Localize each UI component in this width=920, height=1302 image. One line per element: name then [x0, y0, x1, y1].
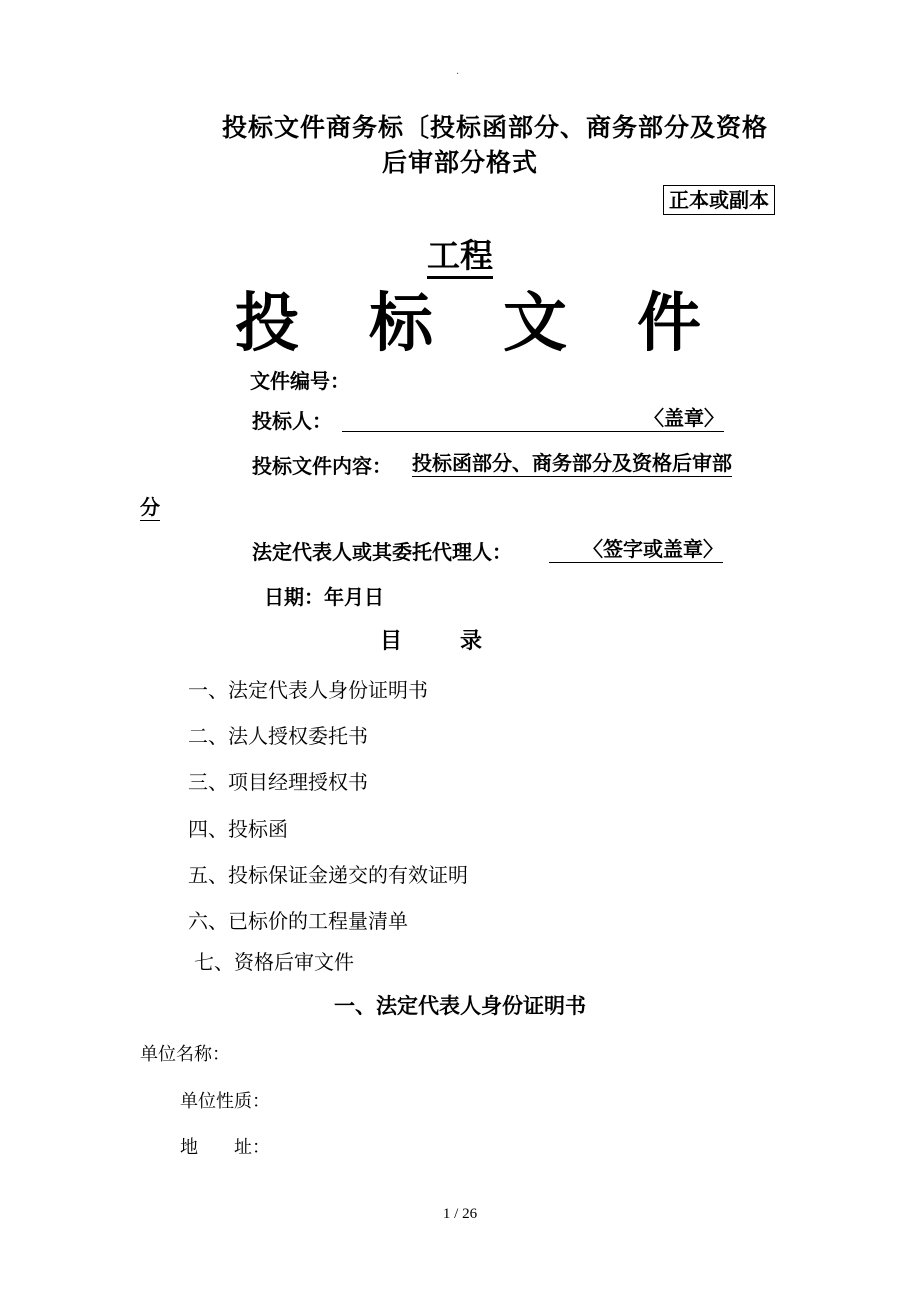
- copy-type-box: 正本或副本: [663, 185, 775, 215]
- header-mark: .: [456, 66, 460, 77]
- representative-label: 法定代表人或其委托代理人：: [252, 540, 512, 564]
- toc-item: 六、已标价的工程量清单: [188, 909, 408, 933]
- content-value-line-2: 分: [140, 495, 160, 519]
- toc-title: 目录: [379, 628, 540, 654]
- document-title-line-2: 后审部分格式: [381, 148, 538, 177]
- bid-document-big-title: 投标文件: [235, 286, 771, 361]
- doc-number-label: 文件编号：: [250, 369, 350, 393]
- toc-item: 七、资格后审文件: [194, 950, 354, 974]
- content-value-line-1: 投标函部分、商务部分及资格后审部: [412, 451, 732, 475]
- content-label: 投标文件内容：: [252, 454, 392, 478]
- project-label: [0, 230, 920, 277]
- bidder-label: 投标人：: [252, 409, 332, 433]
- toc-item: 二、法人授权委托书: [188, 724, 368, 748]
- toc-item: 三、项目经理授权书: [188, 770, 368, 794]
- unit-name-label: 单位名称：: [140, 1044, 230, 1065]
- section-1-title: 一、法定代表人身份证明书: [334, 993, 586, 1018]
- representative-sign-line: 〈签字或盖章〉: [549, 536, 723, 563]
- unit-nature-label: 单位性质：: [180, 1091, 270, 1112]
- project-label-text: 工程: [427, 236, 493, 279]
- date-label: 日期：年月日: [264, 585, 384, 609]
- toc-item: 四、投标函: [188, 817, 288, 841]
- address-label: 地 址：: [180, 1137, 270, 1158]
- document-title-line-1: 投标文件商务标〔投标函部分、商务部分及资格: [221, 113, 768, 142]
- bidder-seal-line: 〈盖章〉: [342, 405, 724, 432]
- toc-item: 一、法定代表人身份证明书: [188, 678, 428, 702]
- page-number: 1 / 26: [442, 1206, 478, 1222]
- toc-item: 五、投标保证金递交的有效证明: [188, 863, 468, 887]
